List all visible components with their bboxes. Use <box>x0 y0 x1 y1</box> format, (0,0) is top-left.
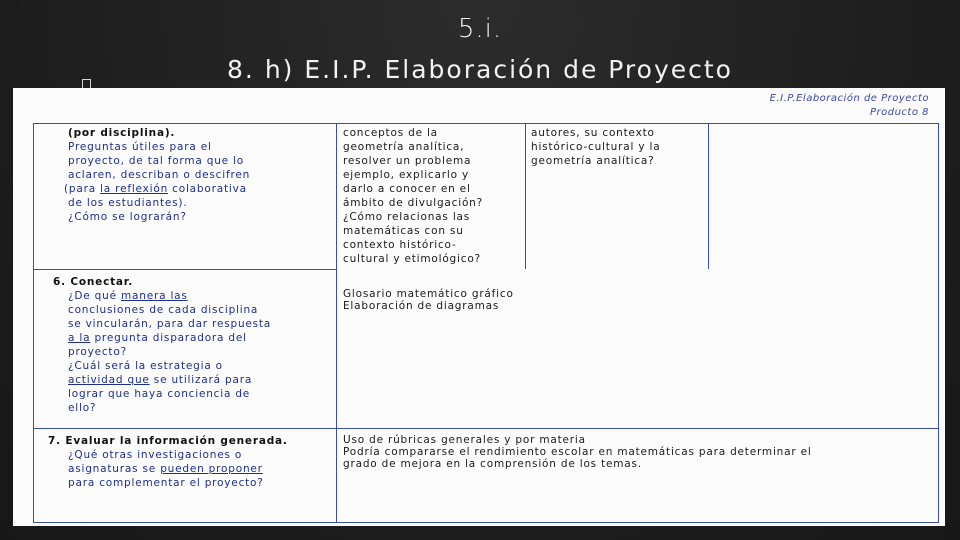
row3-answer-cell <box>343 434 812 470</box>
table-column-divider-2 <box>525 123 526 269</box>
row1-line: de los estudiantes). <box>68 197 188 209</box>
row1-mid-line: cultural y etimológico? <box>343 253 481 265</box>
row3-answer-line: Uso de rúbricas generales y por materia <box>343 434 586 446</box>
row1-mid-line: ejemplo, explicarlo y <box>343 169 469 181</box>
table-top-border <box>33 123 939 124</box>
row2-line <box>68 373 271 387</box>
row1-right-line: autores, su contexto <box>531 127 655 139</box>
row2-answer-cell <box>343 287 514 313</box>
slide-title: 8. h) E.I.P. Elaboración de Proyecto <box>227 55 733 84</box>
row2-line: ello? <box>68 402 97 414</box>
row2-line: ¿Cuál será la estrategia o <box>68 360 223 372</box>
slide-title-number: 5.i. <box>457 14 503 44</box>
table-column-divider-3 <box>708 123 709 269</box>
row3-line: ¿Qué otras investigaciones o <box>68 449 243 461</box>
document-header-title: E.I.P.Elaboración de Proyecto <box>769 93 929 104</box>
row2-text: se utilizará para <box>149 374 253 386</box>
document-image <box>13 88 945 526</box>
table-bottom-border <box>33 522 939 523</box>
row1-mid-line: ámbito de divulgación? <box>343 197 483 209</box>
row1-line: aclaren, describan o descifren <box>68 169 251 181</box>
row1-line <box>64 182 250 196</box>
row2-underlined-text: a la <box>68 332 91 344</box>
row2-underlined-text: actividad que <box>68 374 150 386</box>
row3-heading: 7. Evaluar la información generada. <box>48 435 288 447</box>
row1-question-cell <box>64 126 251 224</box>
row1-mid-line: contexto histórico- <box>343 239 457 251</box>
row1-mid-line: conceptos de la <box>343 127 438 139</box>
table-column-divider <box>336 123 337 523</box>
row2-line: se vincularán, para dar respuesta <box>68 318 272 330</box>
row1-mid-line: resolver un problema <box>343 155 472 167</box>
row2-answer-line: Elaboración de diagramas <box>343 300 500 312</box>
row2-heading: 6. Conectar. <box>53 276 134 288</box>
row1-text: (para <box>64 183 101 195</box>
row2-text: ¿De qué <box>68 290 121 302</box>
document-header-product: Producto 8 <box>869 107 929 118</box>
row1-right-line: geometría analítica? <box>531 155 655 167</box>
row3-question-cell <box>48 434 288 490</box>
row1-line: (por disciplina). <box>68 127 176 139</box>
row3-answer-line: grado de mejora en la comprensión de los temas. <box>343 458 642 470</box>
row2-text: pregunta disparadora del <box>90 332 247 344</box>
row2-line <box>68 289 271 303</box>
table-left-border <box>33 123 34 523</box>
row2-line: proyecto? <box>68 346 127 358</box>
row2-answer-line: Glosario matemático gráfico <box>343 288 514 300</box>
row3-answer-line: Podría compararse el rendimiento escolar en matemáticas para determinar el <box>343 446 812 458</box>
row1-middle-cell <box>343 126 483 266</box>
row1-line: Preguntas útiles para el <box>68 141 212 153</box>
row2-question-cell <box>53 275 271 415</box>
row2-underlined-text: manera las <box>120 290 188 302</box>
row3-underlined-text: pueden proponer <box>160 463 263 475</box>
row1-right-line: histórico-cultural y la <box>531 141 661 153</box>
table-right-border <box>938 123 939 523</box>
row1-underlined-text: la reflexión <box>100 183 169 195</box>
row1-line: proyecto, de tal forma que lo <box>68 155 245 167</box>
document-header <box>770 92 929 120</box>
row2-line: conclusiones de cada disciplina <box>68 304 259 316</box>
table-row-divider <box>33 269 337 270</box>
row3-line: para complementar el proyecto? <box>68 477 264 489</box>
row1-mid-line: matemáticas con su <box>343 225 464 237</box>
row3-line <box>68 462 288 476</box>
row1-mid-line: geometría analítica, <box>343 141 465 153</box>
row2-line: lograr que haya conciencia de <box>68 388 251 400</box>
table-row-divider-2 <box>33 428 939 429</box>
row1-mid-line: ¿Cómo relacionas las <box>343 211 471 223</box>
row3-text: asignaturas se <box>68 463 161 475</box>
row1-mid-line: darlo a conocer en el <box>343 183 471 195</box>
row1-line: ¿Cómo se lograrán? <box>68 211 187 223</box>
row1-text: colaborativa <box>168 183 247 195</box>
row2-line <box>68 331 271 345</box>
row1-right-cell <box>531 126 660 168</box>
